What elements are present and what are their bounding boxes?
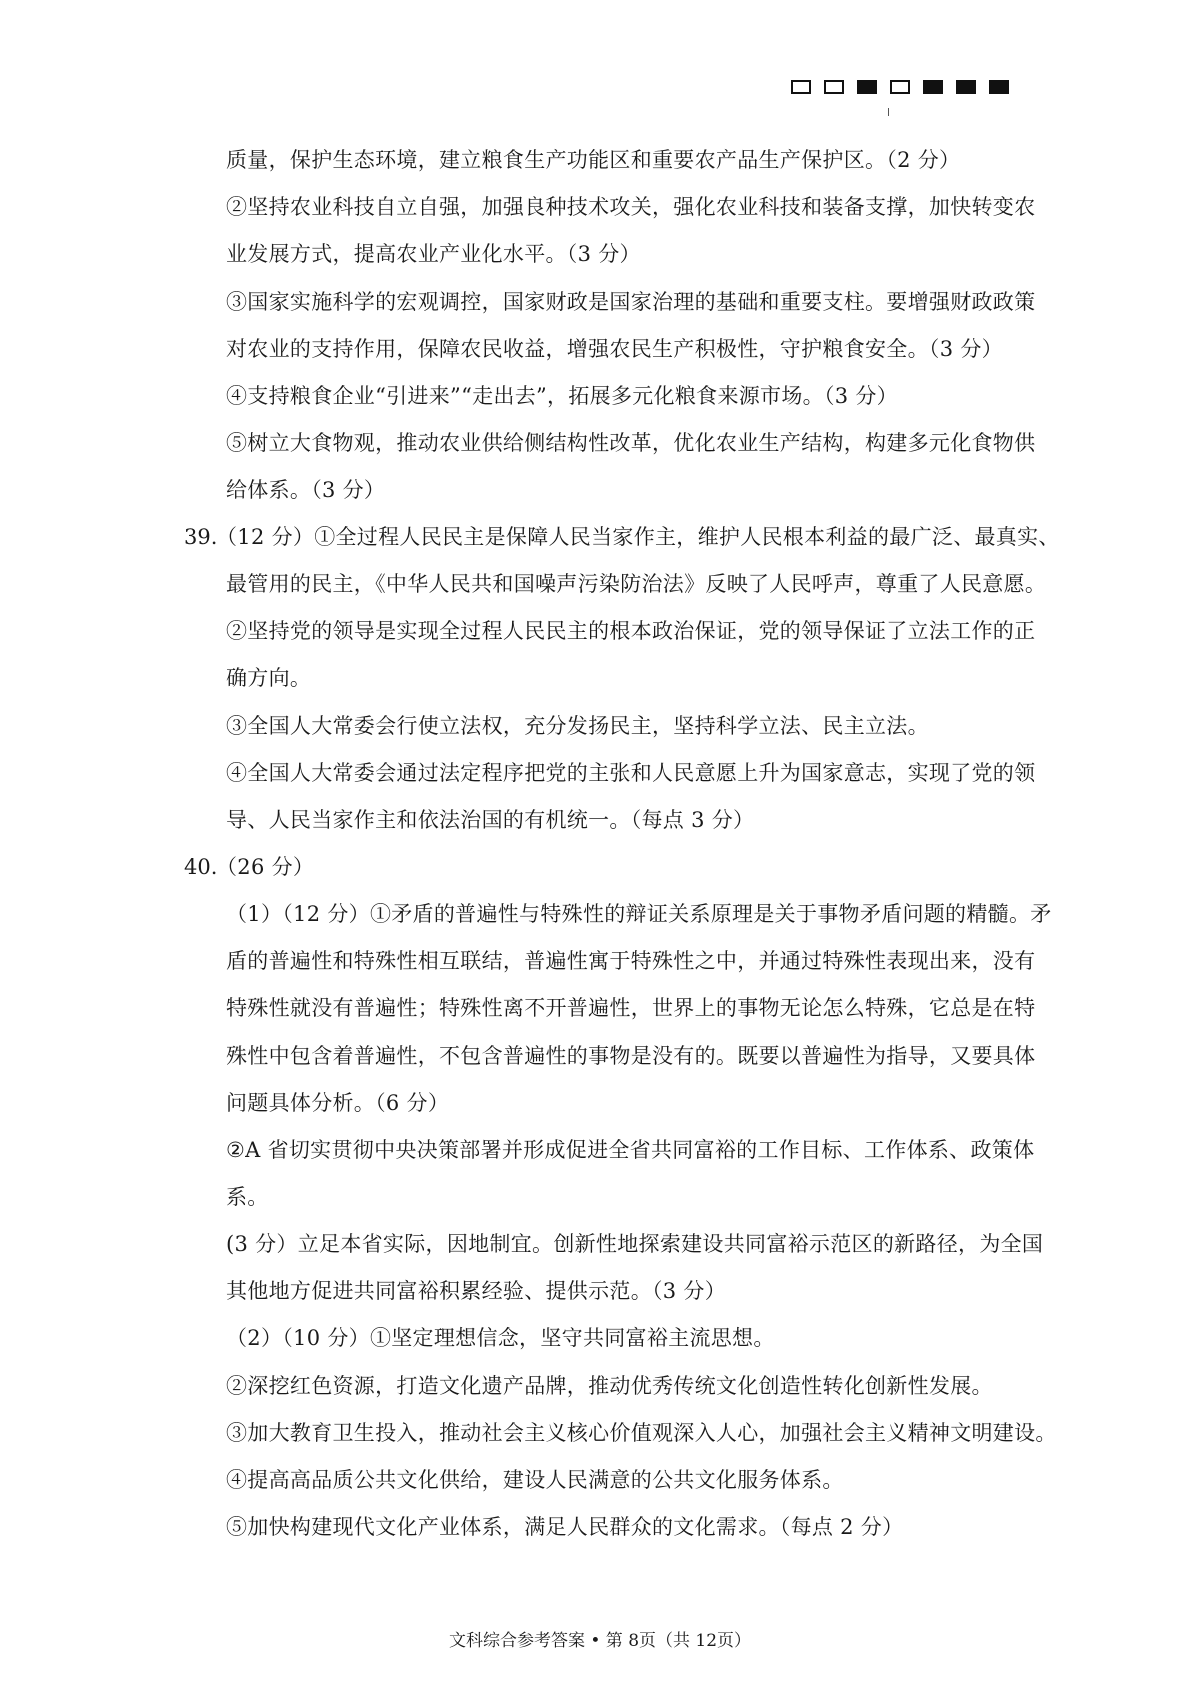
mark-solid-2 — [923, 80, 943, 94]
text-line: 系。 — [226, 1185, 269, 1209]
text-line: 最管用的民主，《中华人民共和国噪声污染防治法》反映了人民呼声，尊重了人民意愿。 — [226, 572, 1047, 596]
text-line: 问题具体分析。（6 分） — [226, 1091, 450, 1115]
text-line: 殊性中包含着普遍性，不包含普遍性的事物是没有的。既要以普遍性为指导，又要具体 — [226, 1044, 1036, 1068]
text-line: ③全国人大常委会行使立法权，充分发扬民主，坚持科学立法、民主立法。 — [226, 714, 929, 738]
mark-solid-1 — [857, 80, 877, 94]
text-line: ②A 省切实贯彻中央决策部署并形成促进全省共同富裕的工作目标、工作体系、政策体 — [226, 1138, 1035, 1162]
mark-solid-3 — [956, 80, 976, 94]
text-line: ⑤加快构建现代文化产业体系，满足人民群众的文化需求。（每点 2 分） — [226, 1515, 904, 1539]
text-line: ③加大教育卫生投入，推动社会主义核心价值观深入人心，加强社会主义精神文明建设。 — [226, 1421, 1057, 1445]
text-line: （1）（12 分）①矛盾的普遍性与特殊性的辩证关系原理是关于事物矛盾问题的精髓。矛 — [226, 902, 1052, 926]
text-line: 特殊性就没有普遍性；特殊性离不开普遍性，世界上的事物无论怎么特殊，它总是在特 — [226, 996, 1036, 1020]
text-line: （2）（10 分）①坚定理想信念，坚守共同富裕主流思想。 — [226, 1326, 775, 1350]
text-line: ②坚持农业科技自立自强，加强良种技术攻关，强化农业科技和装备支撑，加快转变农 — [226, 195, 1036, 219]
mark-solid-4 — [989, 80, 1009, 94]
text-line: ②深挖红色资源，打造文化遗产品牌，推动优秀传统文化创造性转化创新性发展。 — [226, 1374, 993, 1398]
registration-marks — [791, 80, 1022, 94]
text-line: (3 分）立足本省实际，因地制宜。创新性地探索建设共同富裕示范区的新路径，为全国 — [226, 1232, 1044, 1256]
text-line: 业发展方式，提高农业产业化水平。（3 分） — [226, 242, 641, 266]
mark-hollow-3 — [890, 80, 910, 94]
question-number-39: 39. — [184, 525, 218, 549]
text-line: 给体系。（3 分） — [226, 478, 386, 502]
text-line: 其他地方促进共同富裕积累经验、提供示范。（3 分） — [226, 1279, 727, 1303]
text-line: ④提高高品质公共文化供给，建设人民满意的公共文化服务体系。 — [226, 1468, 844, 1492]
text-line: 盾的普遍性和特殊性相互联结，普遍性寓于特殊性之中，并通过特殊性表现出来，没有 — [226, 949, 1036, 973]
text-line: ④全国人大常委会通过法定程序把党的主张和人民意愿上升为国家意志，实现了党的领 — [226, 761, 1036, 785]
question-number-40: 40. — [184, 855, 218, 879]
text-line: ⑤树立大食物观，推动农业供给侧结构性改革，优化农业生产结构，构建多元化食物供 — [226, 431, 1036, 455]
text-line: ③国家实施科学的宏观调控，国家财政是国家治理的基础和重要支柱。要增强财政政策 — [226, 290, 1036, 314]
text-line: 确方向。 — [226, 666, 312, 690]
page-footer: 文科综合参考答案 • 第 8页（共 12页） — [448, 1631, 752, 1651]
text-line: 导、人民当家作主和依法治国的有机统一。（每点 3 分） — [226, 808, 755, 832]
mark-hollow-2 — [824, 80, 844, 94]
text-line: 对农业的支持作用，保障农民收益，增强农民生产积极性，守护粮食安全。（3 分） — [226, 337, 1003, 361]
tick-mark — [888, 108, 889, 116]
text-line: ④支持粮食企业“引进来”“走出去”，拓展多元化粮食来源市场。（3 分） — [226, 384, 898, 408]
mark-hollow-1 — [791, 80, 811, 94]
text-line: 质量，保护生态环境，建立粮食生产功能区和重要农产品生产保护区。（2 分） — [226, 148, 961, 172]
text-line: （26 分） — [216, 855, 315, 879]
text-line: ②坚持党的领导是实现全过程人民民主的根本政治保证，党的领导保证了立法工作的正 — [226, 619, 1036, 643]
text-line: （12 分）①全过程人民民主是保障人民当家作主，维护人民根本利益的最广泛、最真实、 — [216, 525, 1060, 549]
